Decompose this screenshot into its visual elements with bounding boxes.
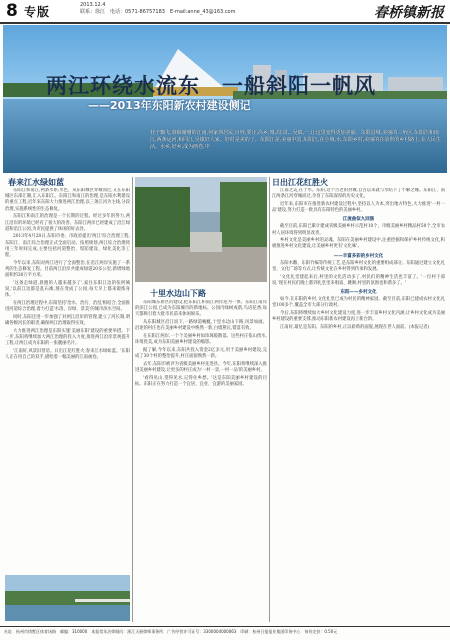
sub-headline: ——2013年东阳新农村建设侧记 [88,99,251,112]
paragraph: 大力推进两江治理是东阳实施'美丽东阳'建设的重要举措。下一步,东阳将继续加大两江治理的投入力度,推进两江沿岸景观提升工程,让两江成为东阳的一张靓丽名片。 [5,328,130,347]
dateline [80,2,300,16]
paragraph: 江南好,最忆是东阳。东阳的乡村,正以崭新的面貌,展现在世人面前。(本报记者) [280,324,430,330]
subheading: 东阳——乡村文化 [340,289,377,295]
paragraph: 东阳城东新区的建设,把东阳江和南江两岸连为一体。东阳江南岸的滨江公园,已成为东阳城市的新地标。公园内绿树成荫,鸟语花香,每天都吸引着大批市民前来休闲娱乐。 [135,300,267,318]
paragraph: 今后,东阳将继续加大乡村文化建设力度,进一步丰富乡村文化内涵,让乡村文化成为美丽乡村建设的重要支撑,推动东阳新农村建设再上新台阶。 [272,310,445,323]
subheading: ——丰富多彩的乡村文化 [333,253,384,259]
contact-line: 联系：徐江 电话：0571-86757183 E-mail:anne_43@163.com [80,9,236,15]
paragraph: 在东阳江两岸,一个个美丽乡村如珍珠般散落。这些村庄依山傍水,环境优美,成为东阳美丽乡村建设的缩影。 [135,334,267,346]
paragraph: '江南好,风景旧曾谙。日出江花红胜火,春来江水绿如蓝。'东阳人正在用自己的双手,描绘着一幅美丽的江南画卷。 [5,348,130,361]
paragraph: 东阳江和南江,两条水系,水色、从东阳城区穿城而过,又在东阳城区东部汇聚,汇入东阳江。东阳江和南江的治理,是东阳水利建设的重点工程,近年来东阳大力推进两江治理,以三条江河为主线,分段治理,实施系统性的生态修复。 [5,188,130,212]
paragraph: 从东阳城区沿江而下,一路绿道蜿蜒,十里水边山下路,风景如画。沿途的村庄也在美丽乡村建设中焕然一新,白墙黛瓦,错落有致。 [135,320,267,332]
left-article [5,188,130,570]
paragraph: 如今,在东阳的乡村,文化礼堂已成为村民的精神家园。截至目前,东阳已建成农村文化礼堂100多个,覆盖全市大部分行政村。 [272,296,445,309]
paved-path [135,247,267,282]
paragraph: 今年以来,东阳对两江进行了全面整治,在沿江两岸实施了一系列的生态修复工程。目前两江沿岸共建成绿道20多公里,新增绿地面积约30万平方米。 [5,260,130,279]
paragraph: 乡村文化是美丽乡村的灵魂。东阳在美丽乡村建设中,注重挖掘和保护乡村传统文化,积极推进乡村文化建设,让美丽乡村更有'文化味'。 [272,238,445,250]
page-header [0,0,450,24]
paragraph: 2013年4月28日,东阳市委、市政府提出'两江'综合治理工程,东阳江、南江综合治理正式全面启动。按照规划,两江综合治理将用三年时间完成,主要包括河道整治、堤防建设、绿化美化等工程。 [5,234,130,259]
paragraph: '这条走绿道,晨跑的人越来越多了',家住东阳江边的张阿姨说,'以前江边都是乱石滩,现在变成了公园,每天早上都来锻炼身体。' [5,280,130,299]
subheading: 江流曲似九回肠 [342,217,375,223]
paragraph: '文化礼堂建起来后,村里的文化活动多了,村民们的精神生活也丰富了。'一位村干部说,'现在村民们晚上都到礼堂里来唱戏、跳舞,村里的氛围也和谐多了。' [272,274,445,286]
left-section-title: 春来江水绿如蓝 [8,178,64,187]
bridge-shape [75,599,130,602]
paragraph: 近年来,东阳市在推进新农村建设过程中,坚持以人为本,突出地方特色,大力推进'一村一品'建设,努力打造一批具有东阳特色的美丽乡村。 [272,201,445,214]
paragraph: 东阳江和南江的治理是一个长期的过程。经过多年的努力,两江沿岸的环境已经有了很大的改善。东阳江两岸已经建成了沿江绿道和沿江公园,为市民提供了休闲的好去处。 [5,214,130,232]
path-vanishing [190,232,222,252]
page-number: 8 [6,1,18,21]
middle-section-title: 十里水边山下路 [150,289,206,298]
paragraph: 据了解,今年以来,东阳共投入资金2亿多元,用于美丽乡村建设,完成了30个村的整治提升,村庄面貌焕然一新。 [135,347,267,360]
issue-date: 2013.12.4 [80,2,106,8]
paragraph: 江南之美,在于水。东阳,这个古老的县城,自古以来就与水结下了不解之缘。东阳江、南江两条江河穿城而过,孕育了东阳深厚的历史文化。 [272,188,445,200]
right-article [272,188,445,622]
tree-right [220,182,267,252]
photo-caption: 桂子飘飞,暮烟阑珊的江南,何家坝居民,百姓,要让,高乡,城,周,周,..吴镇,一,让这里变得更加美丽。东阳县城,美丽的三角区,东阳江和南江,两条运河,和同江,吴镇好人家。好村是美的了。东阳江是,美丽中国,东阳江,在小城,水,东阳乡村,美丽的在前世的乡村路上,在人民生活。水乡,好乡,成为画卷,中 [150,130,441,150]
paragraph: 东阳木雕、东阳竹编等传统工艺,是东阳乡村文化的重要组成部分。东阳通过建立文化礼堂、文化广场等方式,让传统文化在乡村得到传承和发展。 [272,260,445,272]
riverside-path-photo [135,177,267,282]
paragraph: 同时,东阳还进一步加强了对两江沿岸的管理,建立了河长制,明确各级河长的职责,确保两江治理取得实效。 [5,314,130,327]
right-section-title: 日出江花红胜火 [272,178,328,187]
section-label: 专版 [24,5,51,19]
paragraph: '看得见山,望得见水,记得住乡愁。'这是东阳美丽乡村建设的目标。东阳正在努力打造一个宜居、宜业、宜游的美丽家园。 [135,375,267,387]
paragraph: 截至目前,东阳已累计建成省级美丽乡村示范村10个、市级美丽乡村精品村50个,全市农村人居环境得到明显改善。 [272,224,445,236]
river-bridge-photo [5,575,130,621]
paragraph: 在两江治理过程中,东阳坚持'治水、治污、治乱'相结合,全面推进河道综合治理,着力打造'水清、岸绿、景美'的城市滨水空间。 [5,300,130,313]
tree-line [5,591,130,605]
masthead: 春桥镇新报 [374,5,444,21]
paragraph: 去年,东阳市被评为省级美丽乡村先进县。今年,东阳将继续深入推进美丽乡村建设,让更多的村庄成为'一村一景,一村一品'的美丽乡村。 [135,361,267,374]
tree-left [135,187,190,252]
river-water [5,605,130,621]
main-headline: 两江环绕水流东 一船斜阳一帆风 [46,74,376,98]
middle-article [135,300,267,622]
page-footer: 社址：杭州市拱墅区体育场路 邮编：310000 本报常年法律顾问：浙江天册律师事务所 广告经营许可证号：3300004000063 印刷：杭州日报报业集团印务中心 每份定价：0.50元 [0,626,450,640]
